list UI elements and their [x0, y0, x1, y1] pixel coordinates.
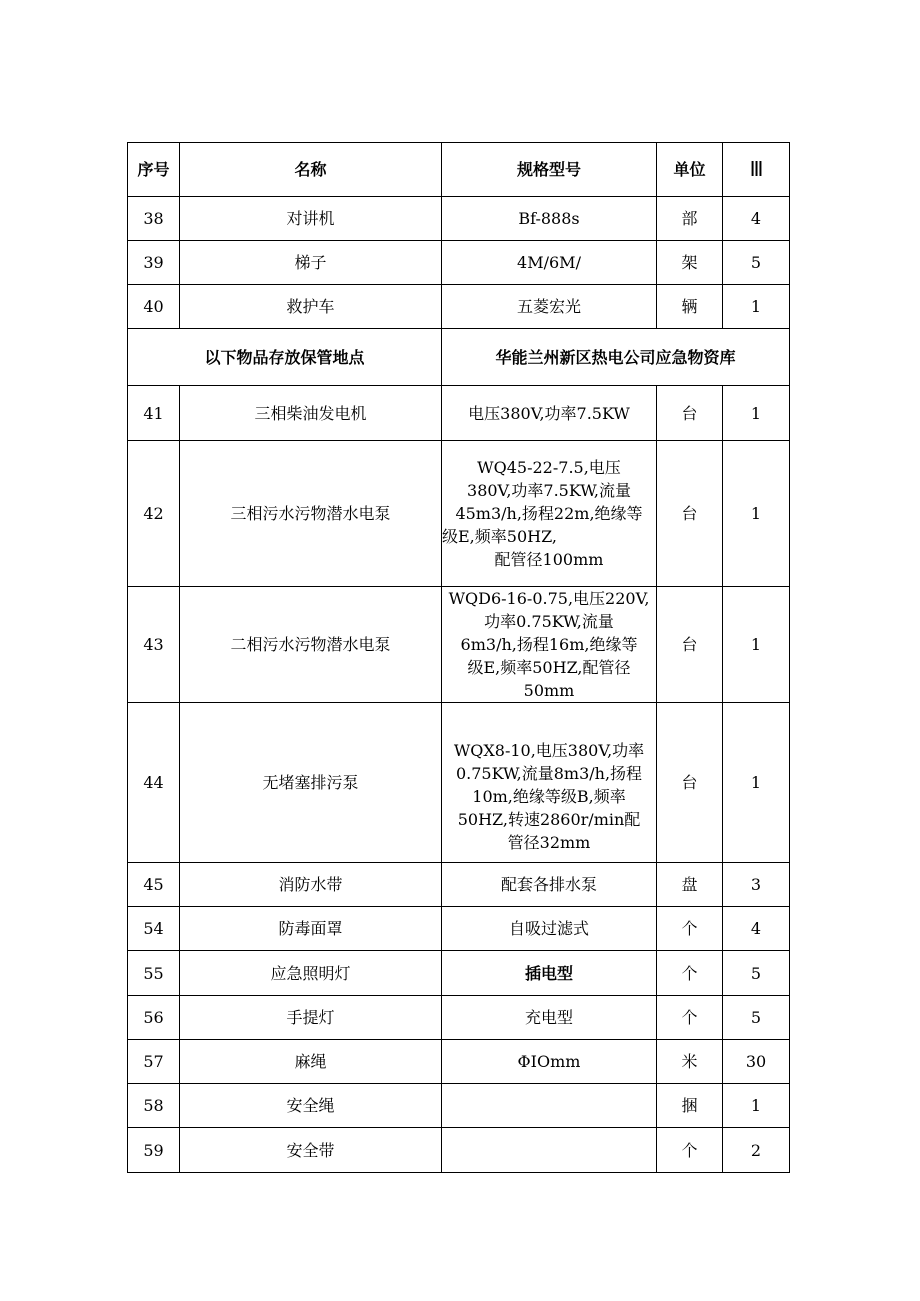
cell-name: 救护车	[180, 285, 442, 329]
spec-line: 10m,绝缘等级B,频率	[472, 787, 626, 806]
cell-unit: 部	[657, 197, 723, 241]
cell-name: 安全带	[180, 1128, 442, 1173]
cell-unit: 个	[657, 1128, 723, 1173]
cell-name: 对讲机	[180, 197, 442, 241]
table-row	[128, 1040, 790, 1084]
cell-spec: 充电型	[442, 996, 657, 1040]
table-row	[128, 907, 790, 951]
cell-unit: 捆	[657, 1084, 723, 1128]
table-row	[128, 863, 790, 907]
cell-name: 应急照明灯	[180, 951, 442, 996]
spec-line: 配管径100mm	[494, 550, 604, 569]
spec-line: 0.75KW,流量8m3/h,扬程	[455, 764, 643, 783]
cell-unit: 个	[657, 951, 723, 996]
cell-qty: 2	[723, 1128, 790, 1173]
header-qty-label: Ⅲ	[749, 156, 763, 181]
cell-qty: 1	[723, 285, 790, 329]
cell-qty: 3	[723, 863, 790, 907]
cell-name: 无堵塞排污泵	[180, 703, 442, 863]
cell-name: 三相柴油发电机	[180, 386, 442, 441]
table-row	[128, 241, 790, 285]
header-name: 名称	[180, 143, 442, 197]
cell-qty: 5	[723, 951, 790, 996]
cell-name: 二相污水污物潜水电泵	[180, 587, 442, 703]
table-row	[128, 996, 790, 1040]
table-row	[128, 285, 790, 329]
cell-name: 梯子	[180, 241, 442, 285]
cell-index: 41	[128, 386, 180, 441]
cell-qty: 4	[723, 197, 790, 241]
spec-line: 级E,频率50HZ,	[442, 527, 558, 546]
inventory-table	[127, 142, 790, 1173]
cell-qty: 1	[723, 703, 790, 863]
cell-unit: 辆	[657, 285, 723, 329]
header-qty	[723, 143, 790, 197]
header-index: 序号	[128, 143, 180, 197]
section-label: 以下物品存放保管地点	[128, 329, 442, 386]
cell-spec: 五菱宏光	[442, 285, 657, 329]
cell-index: 38	[128, 197, 180, 241]
cell-name: 麻绳	[180, 1040, 442, 1084]
cell-unit: 台	[657, 441, 723, 587]
table-row	[128, 587, 790, 703]
section-row	[128, 329, 790, 386]
cell-unit: 个	[657, 996, 723, 1040]
spec-line: 级E,频率50HZ,配管径	[467, 658, 631, 677]
cell-spec	[442, 587, 657, 703]
cell-spec: Bf-888s	[442, 197, 657, 241]
spec-line: 管径32mm	[507, 833, 591, 852]
cell-index: 58	[128, 1084, 180, 1128]
cell-index: 59	[128, 1128, 180, 1173]
cell-unit: 个	[657, 907, 723, 951]
cell-spec	[442, 703, 657, 863]
cell-spec: 4M/6M/	[442, 241, 657, 285]
table-row	[128, 441, 790, 587]
cell-spec	[442, 1084, 657, 1128]
cell-unit: 米	[657, 1040, 723, 1084]
cell-qty: 1	[723, 1084, 790, 1128]
cell-index: 39	[128, 241, 180, 285]
cell-index: 57	[128, 1040, 180, 1084]
table-row	[128, 1128, 790, 1173]
header-row	[128, 143, 790, 197]
table-row	[128, 703, 790, 863]
cell-spec: 配套各排水泵	[442, 863, 657, 907]
cell-index: 43	[128, 587, 180, 703]
cell-unit: 盘	[657, 863, 723, 907]
cell-index: 56	[128, 996, 180, 1040]
cell-index: 40	[128, 285, 180, 329]
table-row	[128, 951, 790, 996]
table-row	[128, 197, 790, 241]
cell-name: 手提灯	[180, 996, 442, 1040]
cell-name: 三相污水污物潜水电泵	[180, 441, 442, 587]
table-row	[128, 1084, 790, 1128]
header-spec: 规格型号	[442, 143, 657, 197]
cell-unit: 台	[657, 587, 723, 703]
spec-line: WQX8-10,电压380V,功率	[453, 741, 645, 760]
cell-qty: 1	[723, 587, 790, 703]
cell-index: 42	[128, 441, 180, 587]
cell-unit: 架	[657, 241, 723, 285]
cell-spec: 插电型	[442, 951, 657, 996]
cell-qty: 5	[723, 996, 790, 1040]
cell-index: 45	[128, 863, 180, 907]
spec-line: 功率0.75KW,流量	[484, 612, 614, 631]
cell-qty: 4	[723, 907, 790, 951]
cell-spec: 自吸过滤式	[442, 907, 657, 951]
cell-qty: 5	[723, 241, 790, 285]
cell-qty: 1	[723, 441, 790, 587]
header-unit: 单位	[657, 143, 723, 197]
spec-line: 45m3/h,扬程22m,绝缘等	[455, 504, 643, 523]
spec-line: WQD6-16-0.75,电压220V,	[448, 589, 650, 608]
cell-index: 44	[128, 703, 180, 863]
cell-name: 防毒面罩	[180, 907, 442, 951]
cell-spec: 电压380V,功率7.5KW	[442, 386, 657, 441]
spec-line: 6m3/h,扬程16m,绝缘等	[460, 635, 638, 654]
spec-line: 380V,功率7.5KW,流量	[467, 481, 631, 500]
cell-spec	[442, 1128, 657, 1173]
section-location: 华能兰州新区热电公司应急物资库	[442, 329, 790, 386]
cell-unit: 台	[657, 703, 723, 863]
cell-qty: 30	[723, 1040, 790, 1084]
cell-qty: 1	[723, 386, 790, 441]
cell-spec: ΦIOmm	[442, 1040, 657, 1084]
cell-spec	[442, 441, 657, 587]
cell-index: 55	[128, 951, 180, 996]
cell-name: 消防水带	[180, 863, 442, 907]
spec-line: 50mm	[523, 681, 575, 700]
cell-name: 安全绳	[180, 1084, 442, 1128]
spec-line: WQ45-22-7.5,电压	[477, 458, 621, 477]
cell-index: 54	[128, 907, 180, 951]
spec-line: 50HZ,转速2860r/min配	[457, 810, 641, 829]
cell-unit: 台	[657, 386, 723, 441]
table-row	[128, 386, 790, 441]
